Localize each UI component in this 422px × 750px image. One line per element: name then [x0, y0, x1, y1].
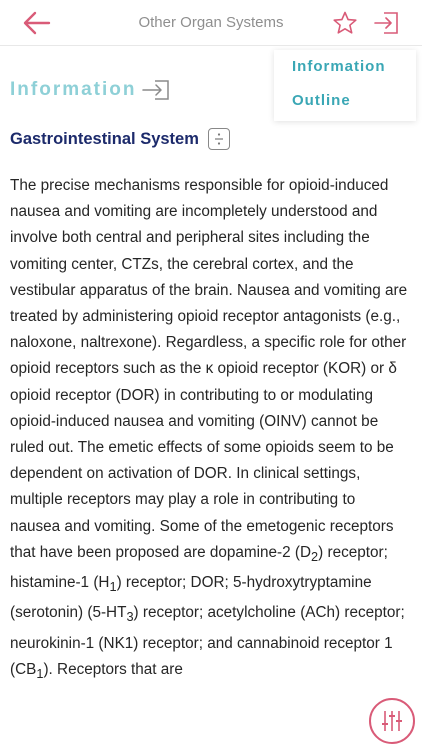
body-text-segment: ) receptor; histamine-1 (H	[10, 543, 388, 592]
body-text-segment: The precise mechanisms responsible for opioid-induced nausea and vomiting are incompletely understood and involve both central and peripheral sites including the vomiting center, CTZs, the cerebral cortex, and the vestibular apparatus of the brain. Nausea and vomiting are treated by administering opioid receptor antagonists (e.g., naloxone, naltrexone). Regardless, a specific role for other opioid receptors such as the κ opioid receptor (KOR) or δ opioid receptor (DOR) in contributing to or modulating opioid-induced nausea and vomiting (OINV) cannot be ruled out. The emetic effects of some opioids seem to be dependent on activation of DOR. In clinical settings, multiple receptors may play a role in contributing to nausea and vomiting. Some of the emetogenic receptors that have been proposed are dopamine-2 (D	[10, 177, 408, 561]
expand-button[interactable]	[208, 128, 230, 150]
menu-item-information[interactable]: Information	[292, 58, 386, 75]
article-body	[10, 173, 408, 687]
sliders-icon	[379, 708, 405, 734]
body-text-segment: ) receptor; DOR; 5-hydroxytryptamine (serotonin) (5-HT	[10, 574, 372, 622]
favorite-button[interactable]	[332, 10, 358, 36]
page-title: Other Organ Systems	[138, 14, 284, 31]
section-heading	[10, 78, 171, 102]
subscript-cb1: 1	[36, 665, 44, 681]
section-heading-label: Information	[10, 79, 137, 100]
menu-item-outline[interactable]: Outline	[292, 92, 351, 109]
exit-button[interactable]	[372, 10, 400, 36]
exit-icon	[372, 10, 400, 36]
body-text-segment: ) receptor; acetylcholine (ACh) receptor; neurokinin-1 (NK1) receptor; and cannabinoid receptor 1 (CB	[10, 604, 405, 678]
subscript-5ht3: 3	[126, 609, 134, 625]
star-icon	[332, 10, 358, 36]
subsection-heading	[10, 128, 230, 150]
top-navigation-bar	[0, 0, 422, 46]
subscript-h1: 1	[109, 579, 117, 595]
subscript-d2: 2	[311, 548, 319, 564]
body-text-segment: ). Receptors that are	[43, 660, 183, 678]
enter-icon	[141, 79, 171, 101]
subsection-title: Gastrointestinal System	[10, 129, 199, 148]
settings-fab-button[interactable]	[369, 698, 415, 744]
section-dropdown-menu	[274, 50, 416, 121]
dots-vertical-icon	[213, 132, 225, 146]
